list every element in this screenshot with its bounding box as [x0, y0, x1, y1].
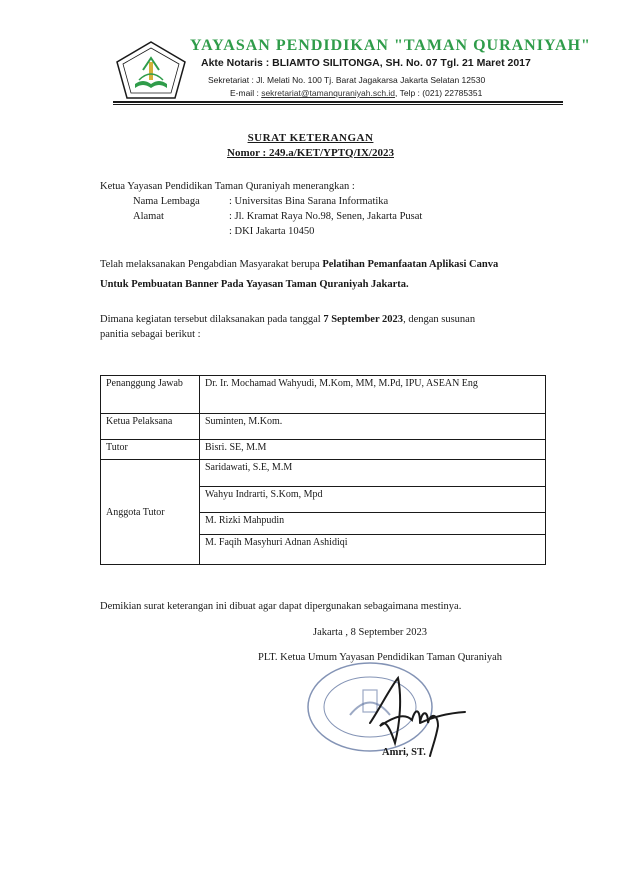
name-cell: Wahyu Indrarti, S.Kom, Mpd: [200, 487, 546, 513]
name-cell: Saridawati, S.E, M.M: [200, 460, 546, 487]
field-value-city: : DKI Jakarta 10450: [229, 226, 315, 237]
name-cell: Suminten, M.Kom.: [200, 414, 546, 440]
table-row: [101, 376, 546, 414]
date-pre: Dimana kegiatan tersebut dilaksanakan pada tanggal: [100, 314, 324, 325]
field-label-address: Alamat: [133, 211, 164, 222]
closing-statement: Demikian surat keterangan ini dibuat agar dapat dipergunakan sebagaimana mestinya.: [100, 601, 462, 612]
doc-number: Nomor : 249.a/KET/YPTQ/IX/2023: [227, 147, 394, 159]
date-line-2: panitia sebagai berikut :: [100, 329, 201, 340]
name-cell: Dr. Ir. Mochamad Wahyudi, M.Kom, MM, M.Pd, IPU, ASEAN Eng: [200, 376, 546, 414]
field-value-address: : Jl. Kramat Raya No.98, Senen, Jakarta Pusat: [229, 211, 423, 222]
role-cell: Tutor: [101, 440, 200, 460]
role-cell: Anggota Tutor: [101, 460, 200, 565]
field-label-institution: Nama Lembaga: [133, 196, 200, 207]
signer-title: PLT. Ketua Umum Yayasan Pendidikan Taman Quraniyah: [258, 652, 503, 663]
field-value-institution: : Universitas Bina Sarana Informatika: [229, 196, 389, 207]
name-cell: M. Rizki Mahpudin: [200, 513, 546, 535]
activity-text: Telah melaksanakan Pengabdian Masyarakat berupa: [100, 259, 323, 270]
activity-line-2: Untuk Pembuatan Banner Pada Yayasan Taman Quraniyah Jakarta.: [100, 279, 409, 290]
role-cell: Penanggung Jawab: [101, 376, 200, 414]
email-link[interactable]: sekretariat@tamanquraniyah.sch.id: [261, 88, 396, 98]
signer-name: Amri, ST.: [382, 747, 426, 758]
letterhead-rule: [113, 101, 563, 103]
signature-icon: [360, 668, 470, 758]
doc-title: SURAT KETERANGAN: [247, 132, 374, 144]
org-address: Sekretariat : Jl. Melati No. 100 Tj. Barat Jagakarsa Jakarta Selatan 12530: [208, 75, 486, 85]
phone: , Telp : (021) 22785351: [395, 88, 483, 98]
table-row: [101, 440, 546, 460]
taman-quraniyah-logo-icon: [113, 40, 189, 102]
activity-line-1: [100, 259, 498, 270]
intro-text: Ketua Yayasan Pendidikan Taman Quraniyah menerangkan :: [100, 181, 355, 192]
activity-date: 7 September 2023: [323, 314, 404, 325]
place-date: Jakarta , 8 September 2023: [313, 627, 428, 638]
email-label: E-mail :: [230, 88, 259, 98]
letterhead-rule-thin: [113, 104, 563, 105]
date-post: , dengan susunan: [403, 314, 476, 325]
name-cell: Bisri. SE, M.M: [200, 440, 546, 460]
activity-title: Pelatihan Pemanfaatan Aplikasi Canva: [322, 259, 499, 270]
name-cell: M. Faqih Masyhuri Adnan Ashidiqi: [200, 535, 546, 565]
table-row: [101, 414, 546, 440]
table-row: [101, 460, 546, 487]
org-contact: [230, 88, 482, 98]
committee-table: [100, 375, 546, 565]
org-name: YAYASAN PENDIDIKAN "TAMAN QURANIYAH": [190, 37, 591, 54]
notary-deed: Akte Notaris : BLIAMTO SILITONGA, SH. No. 07 Tgl. 21 Maret 2017: [201, 57, 531, 69]
role-cell: Ketua Pelaksana: [101, 414, 200, 440]
date-line-1: [100, 314, 546, 325]
